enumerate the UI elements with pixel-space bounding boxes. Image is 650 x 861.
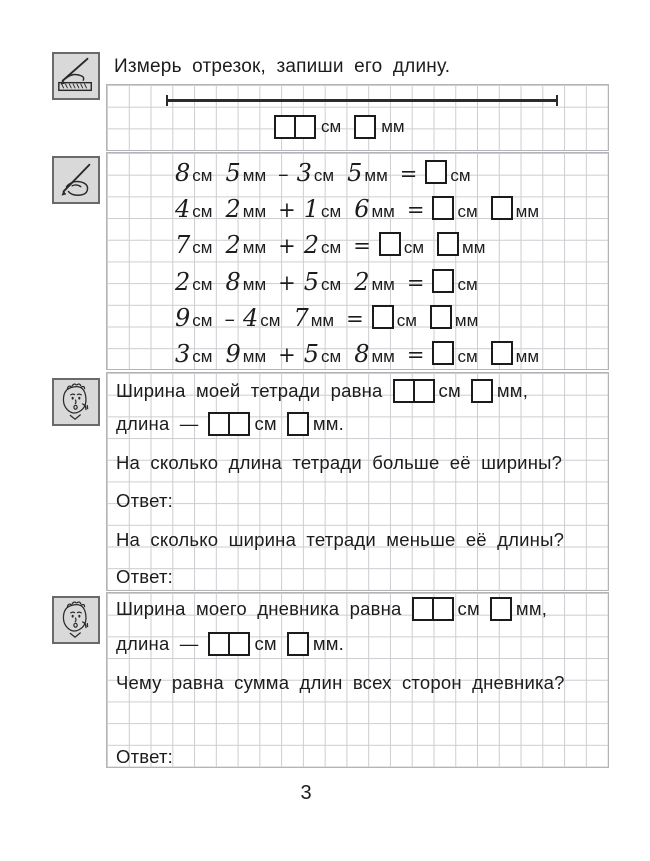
- answer-box-group: [393, 379, 435, 403]
- unit-label: мм: [242, 275, 267, 294]
- unit-label: мм: [364, 166, 388, 185]
- unit-label: мм: [242, 166, 267, 185]
- unit-label: мм: [371, 202, 395, 221]
- text-fragment: Ширина моей тетради равна: [116, 380, 383, 401]
- answer-box[interactable]: [432, 269, 454, 293]
- segment-to-measure: [166, 99, 558, 102]
- grid-paper-task3: [106, 372, 609, 591]
- grid-paper-task2: [106, 152, 609, 370]
- text-fragment: см: [438, 380, 461, 401]
- text-fragment: мм,: [496, 380, 529, 401]
- handwritten-number: 8: [354, 340, 370, 368]
- handwritten-number: 4: [242, 304, 259, 332]
- task-text-line: [116, 670, 565, 696]
- equation-row: [175, 157, 484, 187]
- operator: –: [224, 307, 235, 331]
- unit-label: см: [192, 166, 213, 185]
- text-fragment: Ответ:: [116, 490, 173, 511]
- unit-label: см: [450, 166, 471, 185]
- handwritten-number: 9: [175, 304, 191, 332]
- unit-label: см: [321, 275, 342, 294]
- task-text-line: [116, 411, 344, 437]
- answer-box[interactable]: [413, 379, 435, 403]
- answer-box-group: [274, 115, 316, 139]
- answer-box[interactable]: [491, 341, 513, 365]
- thinking-child-icon: [55, 599, 97, 641]
- text-fragment: Чему равна сумма длин всех сторон дневника?: [116, 672, 565, 693]
- operator: =: [406, 343, 425, 367]
- cm-unit-label: см: [321, 117, 342, 136]
- handwritten-number: 2: [354, 268, 370, 296]
- thinking-child-icon: [52, 378, 100, 426]
- handwritten-number: 9: [225, 340, 241, 368]
- task1-answer-row: [274, 115, 405, 139]
- writing-hand-icon: [55, 159, 97, 201]
- unit-label: см: [403, 238, 424, 257]
- operator: +: [278, 198, 296, 222]
- handwritten-number: 5: [303, 268, 320, 296]
- unit-label: см: [457, 275, 478, 294]
- answer-box-group: [471, 379, 493, 403]
- handwritten-number: 5: [347, 159, 363, 187]
- handwritten-number: 2: [303, 231, 320, 259]
- unit-label: см: [192, 238, 213, 257]
- ruler-pen-icon: [55, 55, 97, 97]
- text-fragment: Ширина моего дневника равна: [116, 598, 402, 619]
- grid-paper-task1: [106, 84, 609, 151]
- answer-box[interactable]: [208, 412, 230, 436]
- unit-label: мм: [242, 238, 267, 257]
- unit-label: мм: [454, 311, 479, 330]
- unit-label: см: [457, 202, 478, 221]
- thinking-child-icon: [52, 596, 100, 644]
- task-text-line: [116, 450, 562, 476]
- task-text-line: [116, 596, 547, 622]
- operator: +: [278, 343, 296, 367]
- text-fragment: На сколько ширина тетради меньше её длины?: [116, 529, 565, 550]
- answer-box-group: [287, 412, 309, 436]
- answer-box[interactable]: [274, 115, 296, 139]
- handwritten-number: 6: [354, 195, 370, 223]
- unit-label: см: [192, 347, 213, 366]
- operator: +: [278, 271, 296, 295]
- answer-box[interactable]: [437, 232, 459, 256]
- unit-label: мм: [515, 202, 540, 221]
- answer-box[interactable]: [412, 597, 434, 621]
- operator: =: [406, 271, 425, 295]
- unit-label: см: [192, 275, 213, 294]
- text-fragment: длина —: [116, 413, 199, 434]
- equation-row: [175, 193, 552, 223]
- answer-box-group: [208, 412, 250, 436]
- ruler-pen-icon: [52, 52, 100, 100]
- text-fragment: На сколько длина тетради больше её ширины?: [116, 452, 563, 473]
- unit-label: см: [192, 202, 213, 221]
- handwritten-number: 8: [225, 268, 241, 296]
- handwritten-number: 5: [225, 159, 241, 187]
- text-fragment: Ответ:: [116, 746, 173, 767]
- unit-label: мм: [371, 275, 395, 294]
- task-text-line: [116, 564, 173, 590]
- equation-row: [175, 302, 491, 332]
- answer-box-group: [208, 632, 250, 656]
- answer-box[interactable]: [228, 412, 250, 436]
- text-fragment: мм.: [312, 633, 345, 654]
- handwritten-number: 1: [303, 195, 320, 223]
- unit-label: см: [396, 311, 417, 330]
- thinking-child-icon: [55, 381, 97, 423]
- equation-row: [175, 338, 552, 368]
- task-text-line: [116, 527, 564, 553]
- operator: +: [278, 234, 296, 258]
- answer-box[interactable]: [228, 632, 250, 656]
- answer-box[interactable]: [425, 160, 447, 184]
- answer-box[interactable]: [490, 597, 512, 621]
- text-fragment: см: [457, 598, 480, 619]
- operator: =: [406, 198, 425, 222]
- handwritten-number: 8: [175, 159, 191, 187]
- answer-box[interactable]: [491, 196, 513, 220]
- text-fragment: см: [254, 413, 277, 434]
- answer-box[interactable]: [287, 412, 309, 436]
- page-number: 3: [300, 782, 312, 804]
- answer-box[interactable]: [432, 341, 454, 365]
- answer-box-group: [412, 597, 454, 621]
- answer-box[interactable]: [432, 196, 454, 220]
- unit-label: мм: [462, 238, 486, 257]
- handwritten-number: 2: [225, 195, 241, 223]
- unit-label: мм: [371, 347, 395, 366]
- unit-label: см: [313, 166, 335, 185]
- writing-hand-icon: [52, 156, 100, 204]
- answer-box[interactable]: [430, 305, 452, 329]
- unit-label: мм: [515, 347, 540, 366]
- task-text-line: [116, 378, 528, 404]
- handwritten-number: 2: [225, 231, 241, 259]
- operator: –: [278, 162, 289, 186]
- handwritten-number: 5: [303, 340, 320, 368]
- unit-label: см: [321, 238, 342, 257]
- answer-box-group: [490, 597, 512, 621]
- mm-unit-label: мм: [381, 117, 405, 136]
- text-fragment: мм,: [515, 598, 548, 619]
- answer-box[interactable]: [372, 305, 394, 329]
- answer-box[interactable]: [294, 115, 316, 139]
- text-fragment: см: [254, 633, 277, 654]
- handwritten-number: 7: [175, 231, 191, 259]
- unit-label: мм: [242, 202, 267, 221]
- unit-label: см: [321, 347, 342, 366]
- text-fragment: Ответ:: [116, 566, 173, 587]
- unit-label: мм: [242, 347, 267, 366]
- grid-paper-task4: [106, 592, 609, 768]
- operator: =: [353, 234, 371, 258]
- unit-label: см: [457, 347, 478, 366]
- unit-label: мм: [310, 311, 335, 330]
- answer-box[interactable]: [471, 379, 493, 403]
- answer-box[interactable]: [379, 232, 401, 256]
- operator: =: [346, 307, 364, 331]
- handwritten-number: 3: [175, 340, 191, 368]
- task-text-line: [116, 631, 344, 657]
- handwritten-number: 7: [293, 304, 309, 332]
- handwritten-number: 3: [296, 159, 312, 187]
- handwritten-number: 2: [175, 268, 191, 296]
- text-fragment: мм.: [312, 413, 345, 434]
- unit-label: см: [192, 311, 213, 330]
- unit-label: см: [321, 202, 342, 221]
- unit-label: см: [260, 311, 281, 330]
- task1-title: Измерь отрезок, запиши его длину.: [114, 56, 451, 77]
- answer-box[interactable]: [208, 632, 230, 656]
- equation-row: [175, 229, 498, 259]
- answer-box[interactable]: [432, 597, 454, 621]
- answer-box[interactable]: [393, 379, 415, 403]
- answer-box[interactable]: [354, 115, 376, 139]
- equation-row: [175, 266, 491, 296]
- answer-box[interactable]: [287, 632, 309, 656]
- answer-box-group: [287, 632, 309, 656]
- handwritten-number: 4: [175, 195, 191, 223]
- task-text-line: [116, 488, 173, 514]
- task-text-line: [116, 744, 173, 770]
- text-fragment: длина —: [116, 633, 199, 654]
- operator: =: [399, 162, 418, 186]
